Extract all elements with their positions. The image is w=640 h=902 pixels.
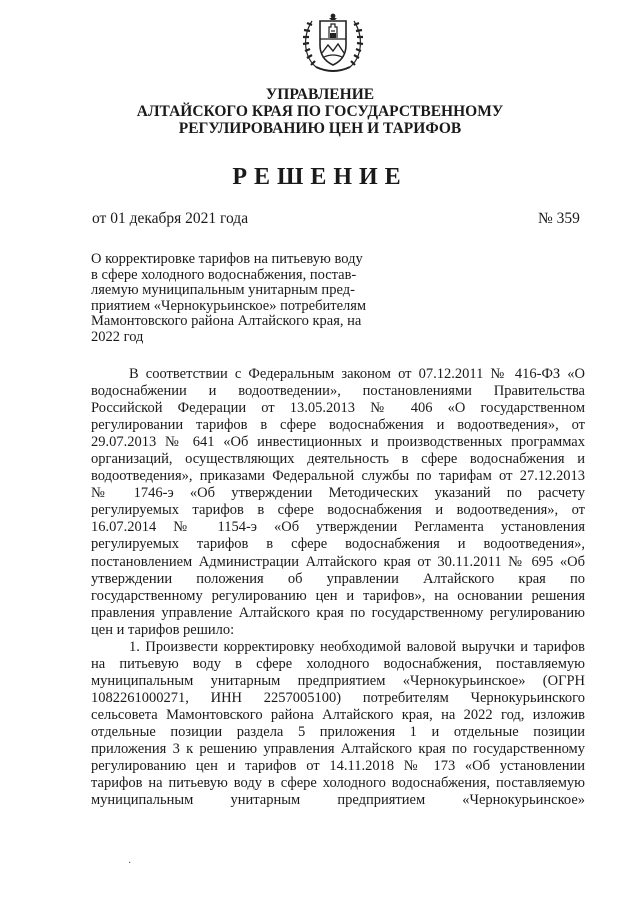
subject-line: 2022 год <box>91 328 144 345</box>
subject-line: ляемую муниципальным унитарным пред- <box>91 282 355 299</box>
body-line: 29.07.2013 № 641 «Об инвестиционных и производственных программах <box>91 434 585 451</box>
body-line: Российской Федерации от 13.05.2013 № 406 «О государственном <box>91 400 585 417</box>
body-line: правления управление Алтайского края по государственному регулированию <box>91 604 585 621</box>
document-date: от 01 декабря 2021 года <box>92 210 249 227</box>
header-line-1: УПРАВЛЕНИЕ <box>265 86 375 103</box>
body-line: утверждении положения об управлении Алтайского края по <box>91 570 585 587</box>
body-line: 1. Произвести корректировку необходимой валовой выручки и тарифов <box>129 638 585 655</box>
body-line: государственному регулированию цен и тарифов», на основании решения <box>91 587 585 604</box>
body-line: № 1746-э «Об утверждении Методических указаний по расчету <box>91 485 585 502</box>
coat-of-arms-icon <box>298 7 368 77</box>
body-line: муниципальным унитарным предприятием «Чернокурьинское» <box>91 792 585 809</box>
document-number: № 359 <box>538 210 580 227</box>
body-line: на питьевую воду в сфере холодного водоснабжения, поставляемую <box>91 655 585 672</box>
document-body <box>91 366 585 809</box>
body-line: В соответствии с Федеральным законом от 07.12.2011 № 416-ФЗ «О <box>129 366 585 382</box>
body-line: отдельные позиции раздела 5 приложения 1 и отдельные позиции <box>91 723 585 740</box>
scan-speck: · <box>128 858 132 869</box>
document-subject <box>91 252 391 346</box>
body-line: регулируемых тарифов в сфере водоснабжения и водоотведения», от <box>91 502 585 519</box>
body-line: сельсовета Мамонтовского района Алтайского края, на 2022 год, изложив <box>91 706 585 723</box>
body-line: 1082261000271, ИНН 2257005100) потребителям Чернокурьинского <box>91 689 585 706</box>
body-line: приложения 3 к решению управления Алтайского края по государственному <box>91 741 585 758</box>
body-line: постановлением Администрации Алтайского края от 30.11.2011 № 695 «Об <box>91 553 585 570</box>
header-line-2: АЛТАЙСКОГО КРАЯ ПО ГОСУДАРСТВЕННОМУ <box>136 103 504 120</box>
body-line: муниципальным унитарным предприятием «Чернокурьинское» (ОГРН <box>91 672 585 689</box>
body-line: 16.07.2014 № 1154-э «Об утверждении Регламента установления <box>91 519 585 536</box>
document-title: РЕШЕНИЕ <box>232 164 408 190</box>
subject-line: Мамонтовского района Алтайского края, на <box>91 313 362 330</box>
body-line: регулировании тарифов в сфере водоснабжения и водоотведения», от <box>91 417 585 434</box>
body-line: тарифов на питьевую воду в сфере холодного водоснабжения, поставляемую <box>91 775 585 792</box>
body-line: водоснабжении и водоотведении», постановлениями Правительства <box>91 383 585 400</box>
subject-line: приятием «Чернокурьинское» потребителям <box>91 297 367 314</box>
body-line: регулируемых тарифов в сфере водоснабжения и водоотведения», <box>91 536 585 553</box>
body-line: водоотведения», приказами Федеральной службы по тарифам от 27.12.2013 <box>91 468 585 485</box>
body-line: цен и тарифов решило: <box>91 621 235 638</box>
subject-line: в сфере холодного водоснабжения, постав- <box>91 266 357 283</box>
header-line-3: РЕГУЛИРОВАНИЮ ЦЕН И ТАРИФОВ <box>178 120 462 137</box>
body-line: регулированию цен и тарифов от 14.11.2018 № 173 «Об установлении <box>91 758 585 775</box>
subject-line: О корректировке тарифов на питьевую воду <box>91 251 363 267</box>
body-line: организаций, осуществляющих деятельность в сфере водоснабжения и <box>91 451 585 468</box>
